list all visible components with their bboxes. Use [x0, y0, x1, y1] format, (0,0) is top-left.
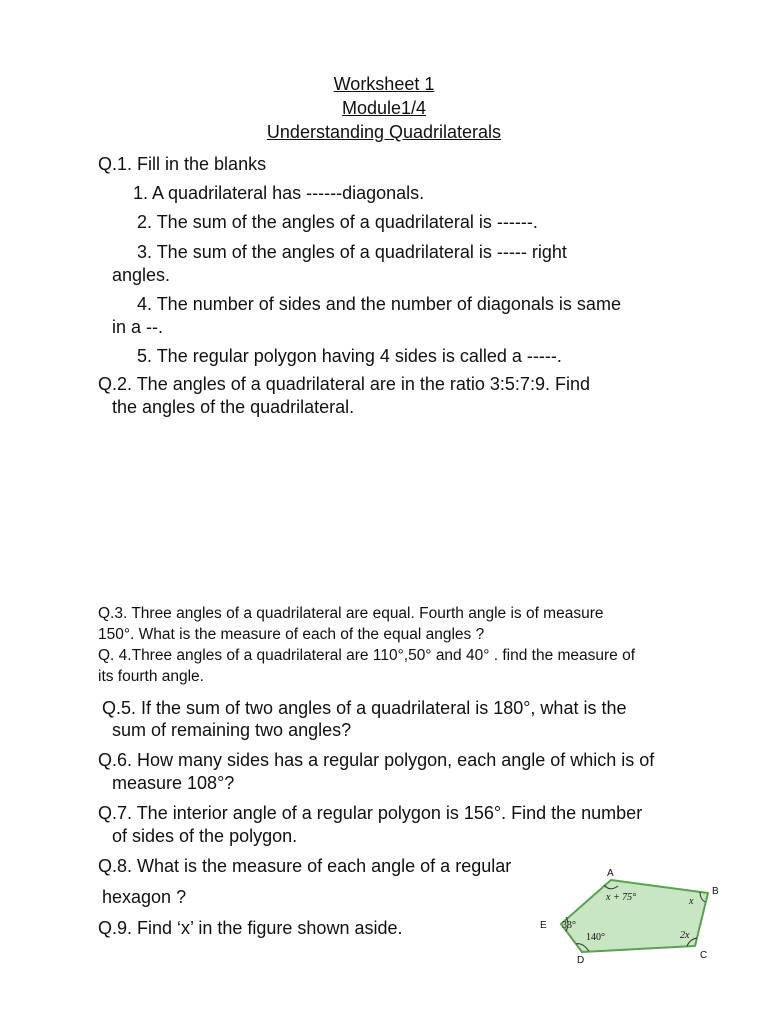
q2-line-2: the angles of the quadrilateral. [112, 397, 355, 417]
vertex-label-e: E [540, 920, 547, 931]
vertex-label-c: C [700, 950, 708, 961]
module-label: Module1/4 [341, 98, 427, 118]
q3-line-2: 150°. What is the measure of each of the equal angles ? [98, 626, 485, 643]
angle-label-d: 140° [586, 932, 605, 943]
vertex-label-a: A [607, 868, 614, 879]
angle-label-e: 33° [562, 920, 576, 931]
q1-item-1: 1. A quadrilateral has ------diagonals. [133, 183, 425, 203]
q7-line-2: of sides of the polygon. [112, 826, 298, 846]
q8-line-2: hexagon ? [102, 887, 187, 907]
worksheet-title: Worksheet 1 [333, 74, 435, 94]
q8-line-1: Q.8. What is the measure of each angle of a regular [98, 856, 512, 876]
angle-label-b: x [689, 896, 694, 907]
q1-item-4-cont: in a --. [112, 317, 164, 337]
angle-label-c: 2x [680, 930, 690, 941]
angle-label-a: x + 75° [606, 892, 637, 903]
q7-line-1: Q.7. The interior angle of a regular polygon is 156°. Find the number [98, 803, 643, 823]
vertex-label-d: D [577, 955, 585, 966]
pentagon-figure [532, 862, 730, 966]
worksheet-subtitle: Understanding Quadrilaterals [266, 122, 502, 142]
q1-item-4: 4. The number of sides and the number of diagonals is same [137, 294, 621, 314]
q9-line-1: Q.9. Find ‘x’ in the figure shown aside. [98, 918, 403, 938]
q1-item-2: 2. The sum of the angles of a quadrilateral is ------. [137, 212, 538, 232]
pentagon-shape [561, 880, 708, 952]
q2-line-1: Q.2. The angles of a quadrilateral are in the ratio 3:5:7:9. Find [98, 374, 590, 394]
q6-line-1: Q.6. How many sides has a regular polygon, each angle of which is of [98, 750, 655, 770]
q4-line-1: Q. 4.Three angles of a quadrilateral are 110°,50° and 40° . find the measure of [98, 647, 636, 664]
q1-item-3-cont: angles. [112, 265, 171, 285]
q1-item-3: 3. The sum of the angles of a quadrilateral is ----- right [137, 242, 567, 262]
q6-line-2: measure 108°? [112, 773, 235, 793]
q3-line-1: Q.3. Three angles of a quadrilateral are equal. Fourth angle is of measure [98, 605, 604, 622]
q1-item-5: 5. The regular polygon having 4 sides is called a -----. [137, 346, 562, 366]
q5-line-2: sum of remaining two angles? [112, 720, 352, 740]
vertex-label-b: B [712, 886, 719, 897]
q4-line-2: its fourth angle. [98, 668, 204, 685]
q1-heading: Q.1. Fill in the blanks [98, 154, 267, 174]
q5-line-1: Q.5. If the sum of two angles of a quadrilateral is 180°, what is the [102, 698, 627, 718]
